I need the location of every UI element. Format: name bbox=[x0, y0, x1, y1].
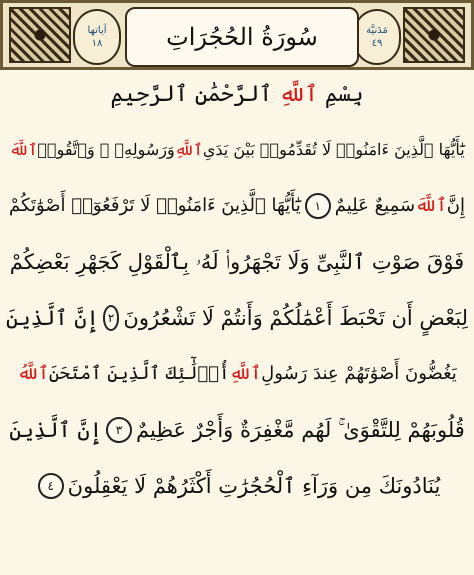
verse-text: لِبَعْضٍ أَن تَحْبَطَ أَعْمَٰلُكُمْ وَأَنتُمْ لَا تَشْعُرُونَ bbox=[123, 306, 468, 330]
verse-block bbox=[6, 122, 468, 514]
ayah-end-marker: ١ bbox=[305, 193, 331, 219]
verse-text: يَغُضُّونَ أَصْوَٰتَهُمْ عِندَ رَسُولِ bbox=[261, 363, 457, 384]
divine-name: ٱللَّهَ bbox=[415, 195, 447, 216]
ayah-count-medallion bbox=[73, 9, 121, 65]
surah-header bbox=[0, 0, 474, 70]
verse-text: إِنَّ bbox=[446, 195, 465, 216]
divine-name: ٱللَّهِ bbox=[174, 140, 203, 159]
verse-text: إِنَّ ٱلَّذِينَ bbox=[6, 306, 99, 330]
verse-text: فَوْقَ صَوْتِ ٱلنَّبِىِّ وَلَا تَجْهَرُوا۟ لَهُۥ بِٱلْقَوْلِ كَجَهْرِ بَعْضِكُمْ bbox=[9, 250, 465, 274]
verse-text: يَٰٓأَيُّهَا ٱلَّذِينَ ءَامَنُوا۟ لَا تُقَدِّمُوا۟ بَيْنَ يَدَىِ bbox=[202, 140, 465, 159]
verse-line-6 bbox=[6, 402, 468, 458]
verse-text: يَٰٓأَيُّهَا ٱلَّذِينَ ءَامَنُوا۟ لَا تَرْفَعُوٓا۟ أَصْوَٰتَكُمْ bbox=[9, 195, 301, 216]
verse-line-1 bbox=[6, 122, 468, 178]
verse-text: أُو۟لَٰٓئِكَ ٱلَّذِينَ ٱمْتَحَنَ bbox=[48, 363, 230, 384]
ayah-count-label: آياتها bbox=[87, 25, 107, 36]
ornament-right-icon bbox=[403, 7, 465, 63]
verse-line-5 bbox=[6, 346, 468, 402]
revelation-medallion bbox=[353, 9, 401, 65]
verse-text: وَرَسُولِهِۦ ۖ وَٱتَّقُوا۟ bbox=[37, 140, 175, 159]
ayah-end-marker: ٣ bbox=[106, 417, 132, 443]
verse-text: قُلُوبَهُمْ لِلتَّقْوَىٰ ۚ لَهُم مَّغْفِرَةٌ وَأَجْرٌ عَظِيمٌ bbox=[136, 418, 465, 442]
verse-line-3 bbox=[6, 234, 468, 290]
ornament-left-icon bbox=[9, 7, 71, 63]
basmala-text: ٱلرَّحْمَٰنِ ٱلرَّحِيمِ bbox=[110, 82, 280, 107]
divine-name: ٱللَّهَ bbox=[9, 140, 38, 159]
surah-title: سُورَةُ الحُجُرَاتِ bbox=[125, 7, 359, 67]
verse-line-7 bbox=[6, 458, 468, 514]
surah-number: ٤٩ bbox=[371, 38, 383, 49]
ayah-end-marker: ٤ bbox=[38, 473, 64, 499]
ayah-end-marker: ٢ bbox=[103, 305, 120, 331]
basmala bbox=[0, 82, 474, 122]
verse-line-4 bbox=[6, 290, 468, 346]
verse-text: سَمِيعٌ عَلِيمٌ bbox=[334, 195, 416, 216]
verse-text: يُنَادُونَكَ مِن وَرَآءِ ٱلْحُجُرَٰتِ أَكْثَرُهُمْ لَا يَعْقِلُونَ bbox=[67, 474, 441, 498]
revelation-label: مَدَنيَّة bbox=[366, 25, 388, 36]
verse-line-2 bbox=[6, 178, 468, 234]
verse-text: إِنَّ ٱلَّذِينَ bbox=[9, 418, 102, 442]
ayah-count: ١٨ bbox=[91, 38, 103, 49]
basmala-text: بِسْمِ bbox=[317, 82, 364, 107]
divine-name: ٱللَّهِ bbox=[229, 363, 262, 384]
divine-name: ٱللَّهِ bbox=[279, 82, 318, 107]
divine-name: ٱللَّهُ bbox=[17, 363, 49, 384]
